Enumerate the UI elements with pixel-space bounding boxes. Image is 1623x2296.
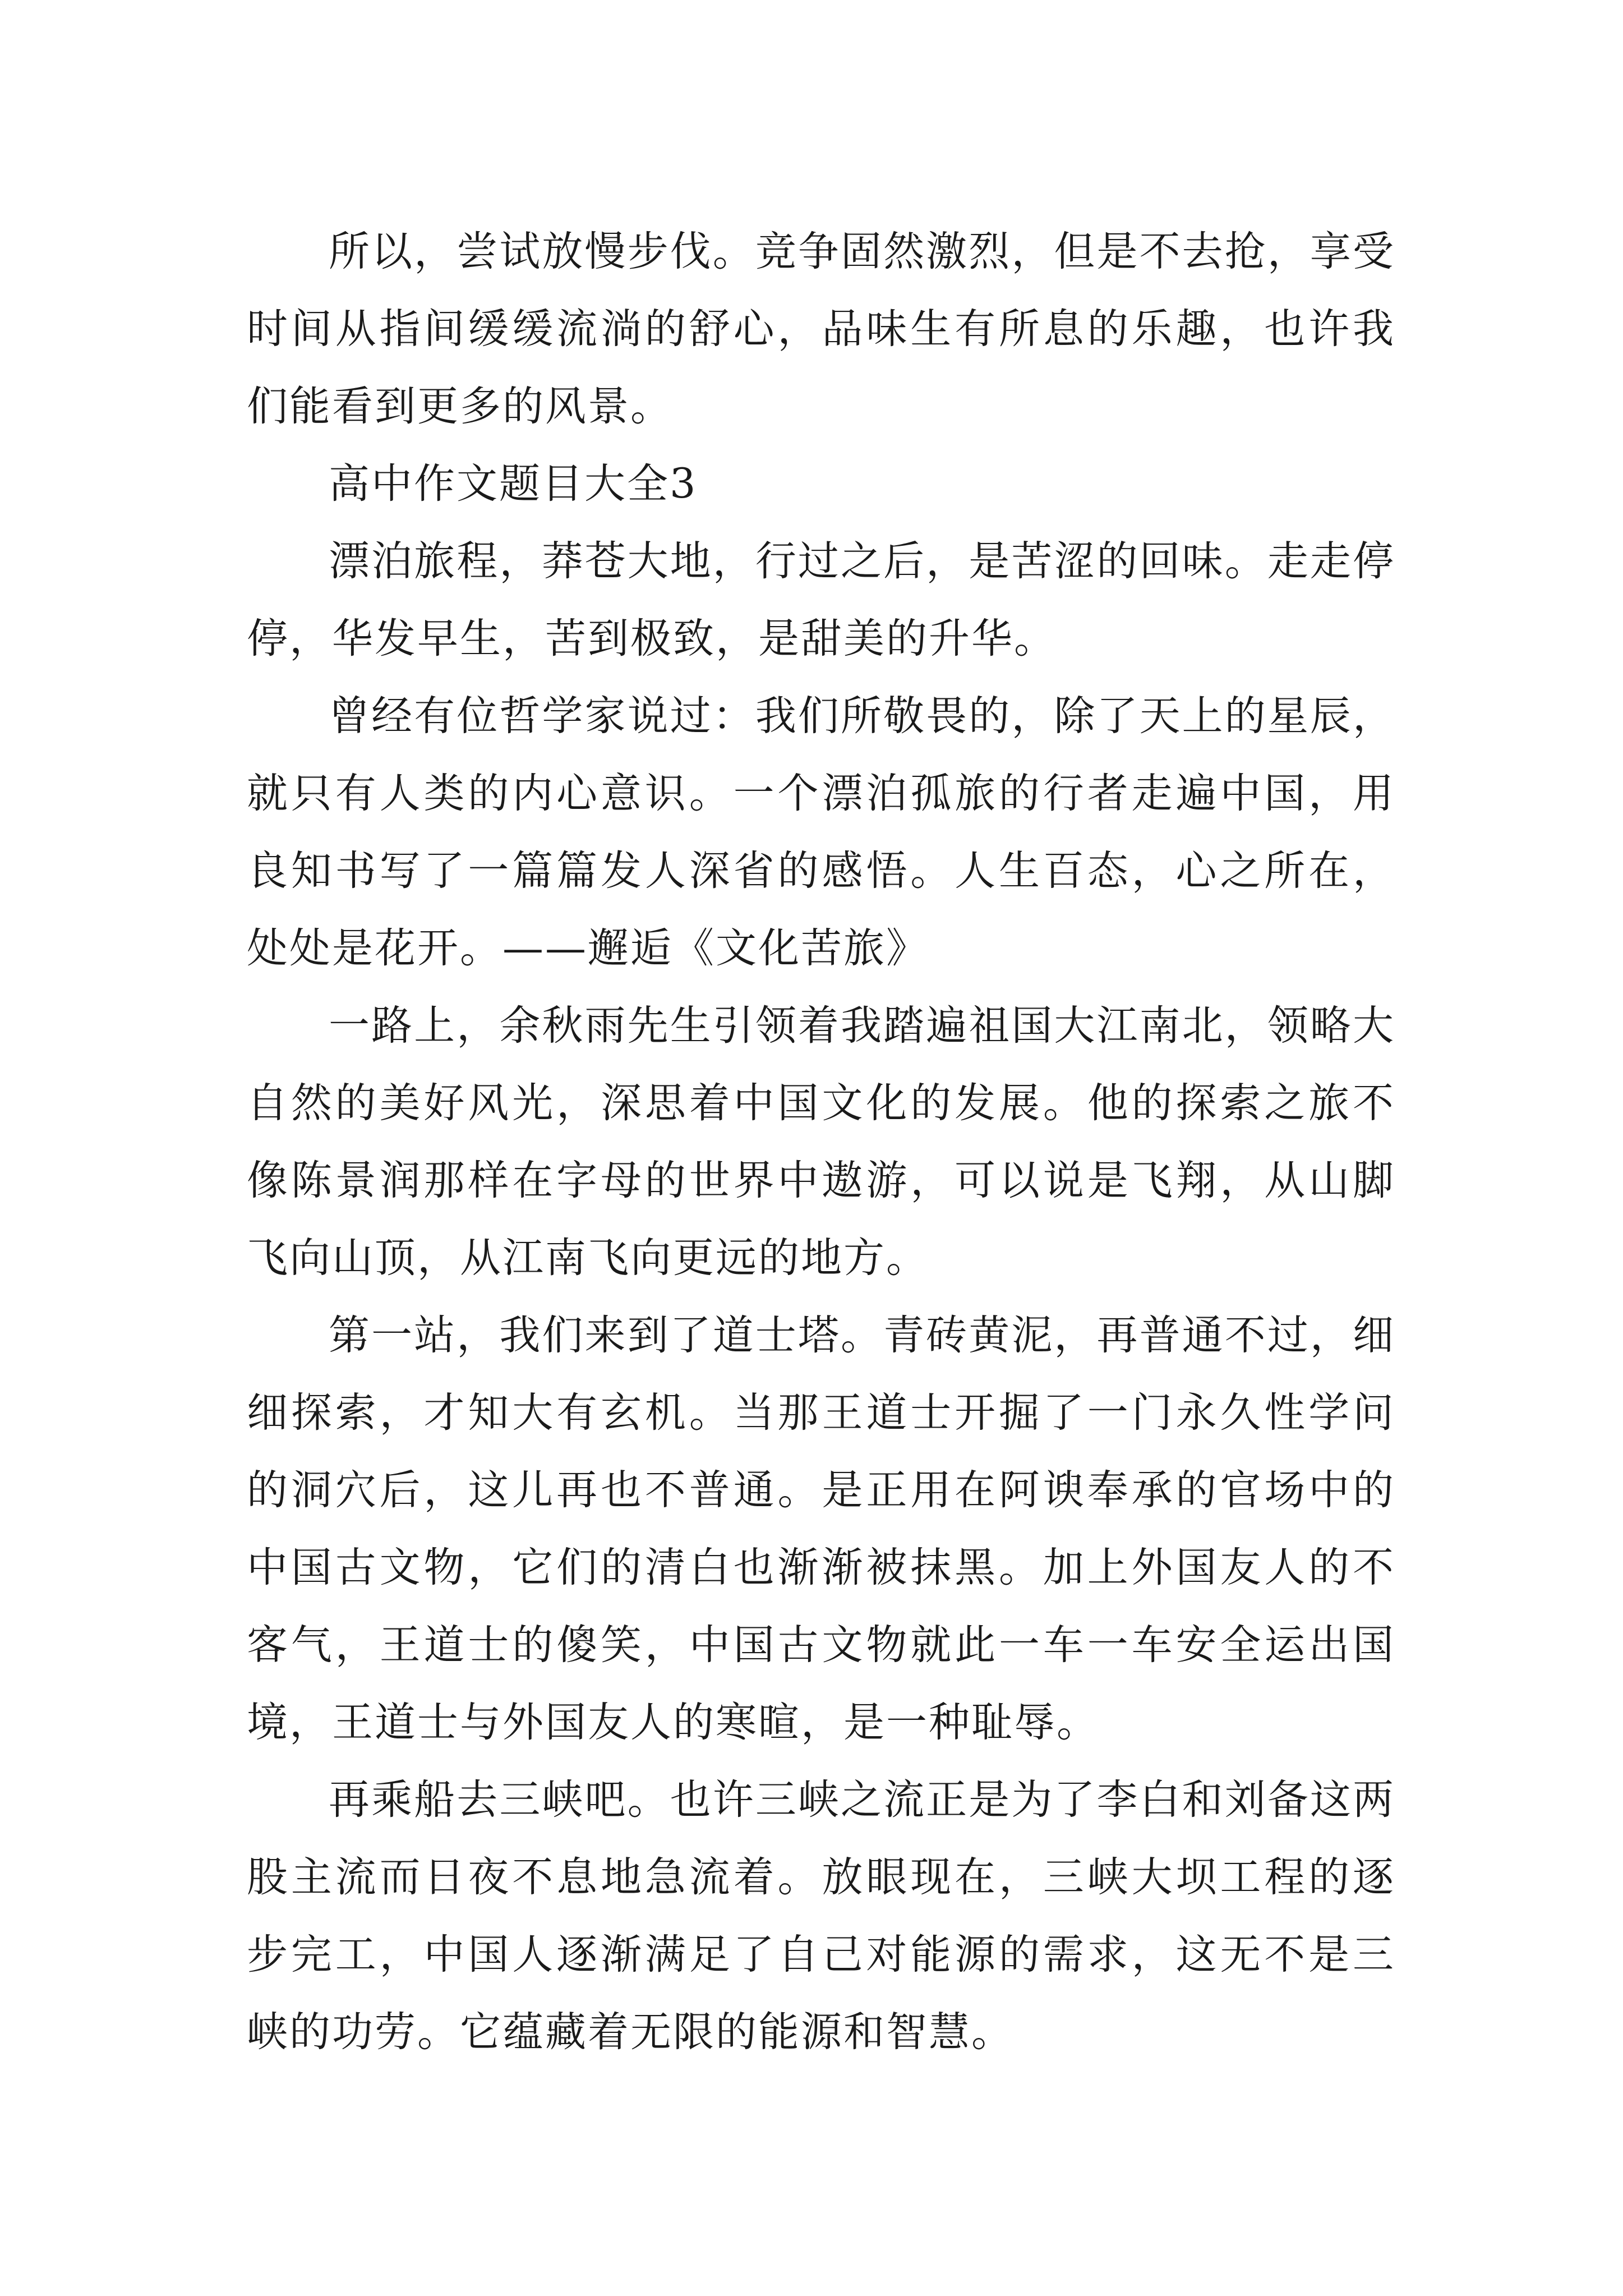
paragraph: 所以，尝试放慢步伐。竞争固然激烈，但是不去抢，享受时间从指间缓缓流淌的舒心，品味生有所息的乐趣，也许我们能看到更多的风景。 [247, 228, 1395, 430]
paragraph: 漂泊旅程，莽苍大地，行过之后，是苦涩的回味。走走停停，华发早生，苦到极致，是甜美的升华。 [247, 537, 1395, 662]
paragraph: 再乘船去三峡吧。也许三峡之流正是为了李白和刘备这两股主流而日夜不息地急流着。放眼现在，三峡大坝工程的逐步完工，中国人逐渐满足了自己对能源的需求，这无不是三峡的功劳。它蕴藏着无限的能源和智慧。 [247, 1776, 1395, 2056]
document-body [247, 213, 1395, 2071]
section-heading: 高中作文题目大全3 [329, 460, 698, 508]
paragraph: 曾经有位哲学家说过：我们所敬畏的，除了天上的星辰，就只有人类的内心意识。一个漂泊孤旅的行者走遍中国，用良知书写了一篇篇发人深省的感悟。人生百态，心之所在，处处是花开。——邂逅《文化苦旅》 [247, 692, 1395, 972]
paragraph: 一路上，余秋雨先生引领着我踏遍祖国大江南北，领略大自然的美好风光，深思着中国文化的发展。他的探索之旅不像陈景润那样在字母的世界中遨游，可以说是飞翔，从山脚飞向山顶，从江南飞向更远的地方。 [247, 1002, 1395, 1282]
paragraph: 第一站，我们来到了道士塔。青砖黄泥，再普通不过，细细探索，才知大有玄机。当那王道士开掘了一门永久性学问的洞穴后，这儿再也不普通。是正用在阿谀奉承的官场中的中国古文物，它们的清白也渐渐被抹黑。加上外国友人的不客气，王道士的傻笑，中国古文物就此一车一车安全运出国境，王道士与外国友人的寒暄，是一种耻辱。 [247, 1312, 1395, 1746]
